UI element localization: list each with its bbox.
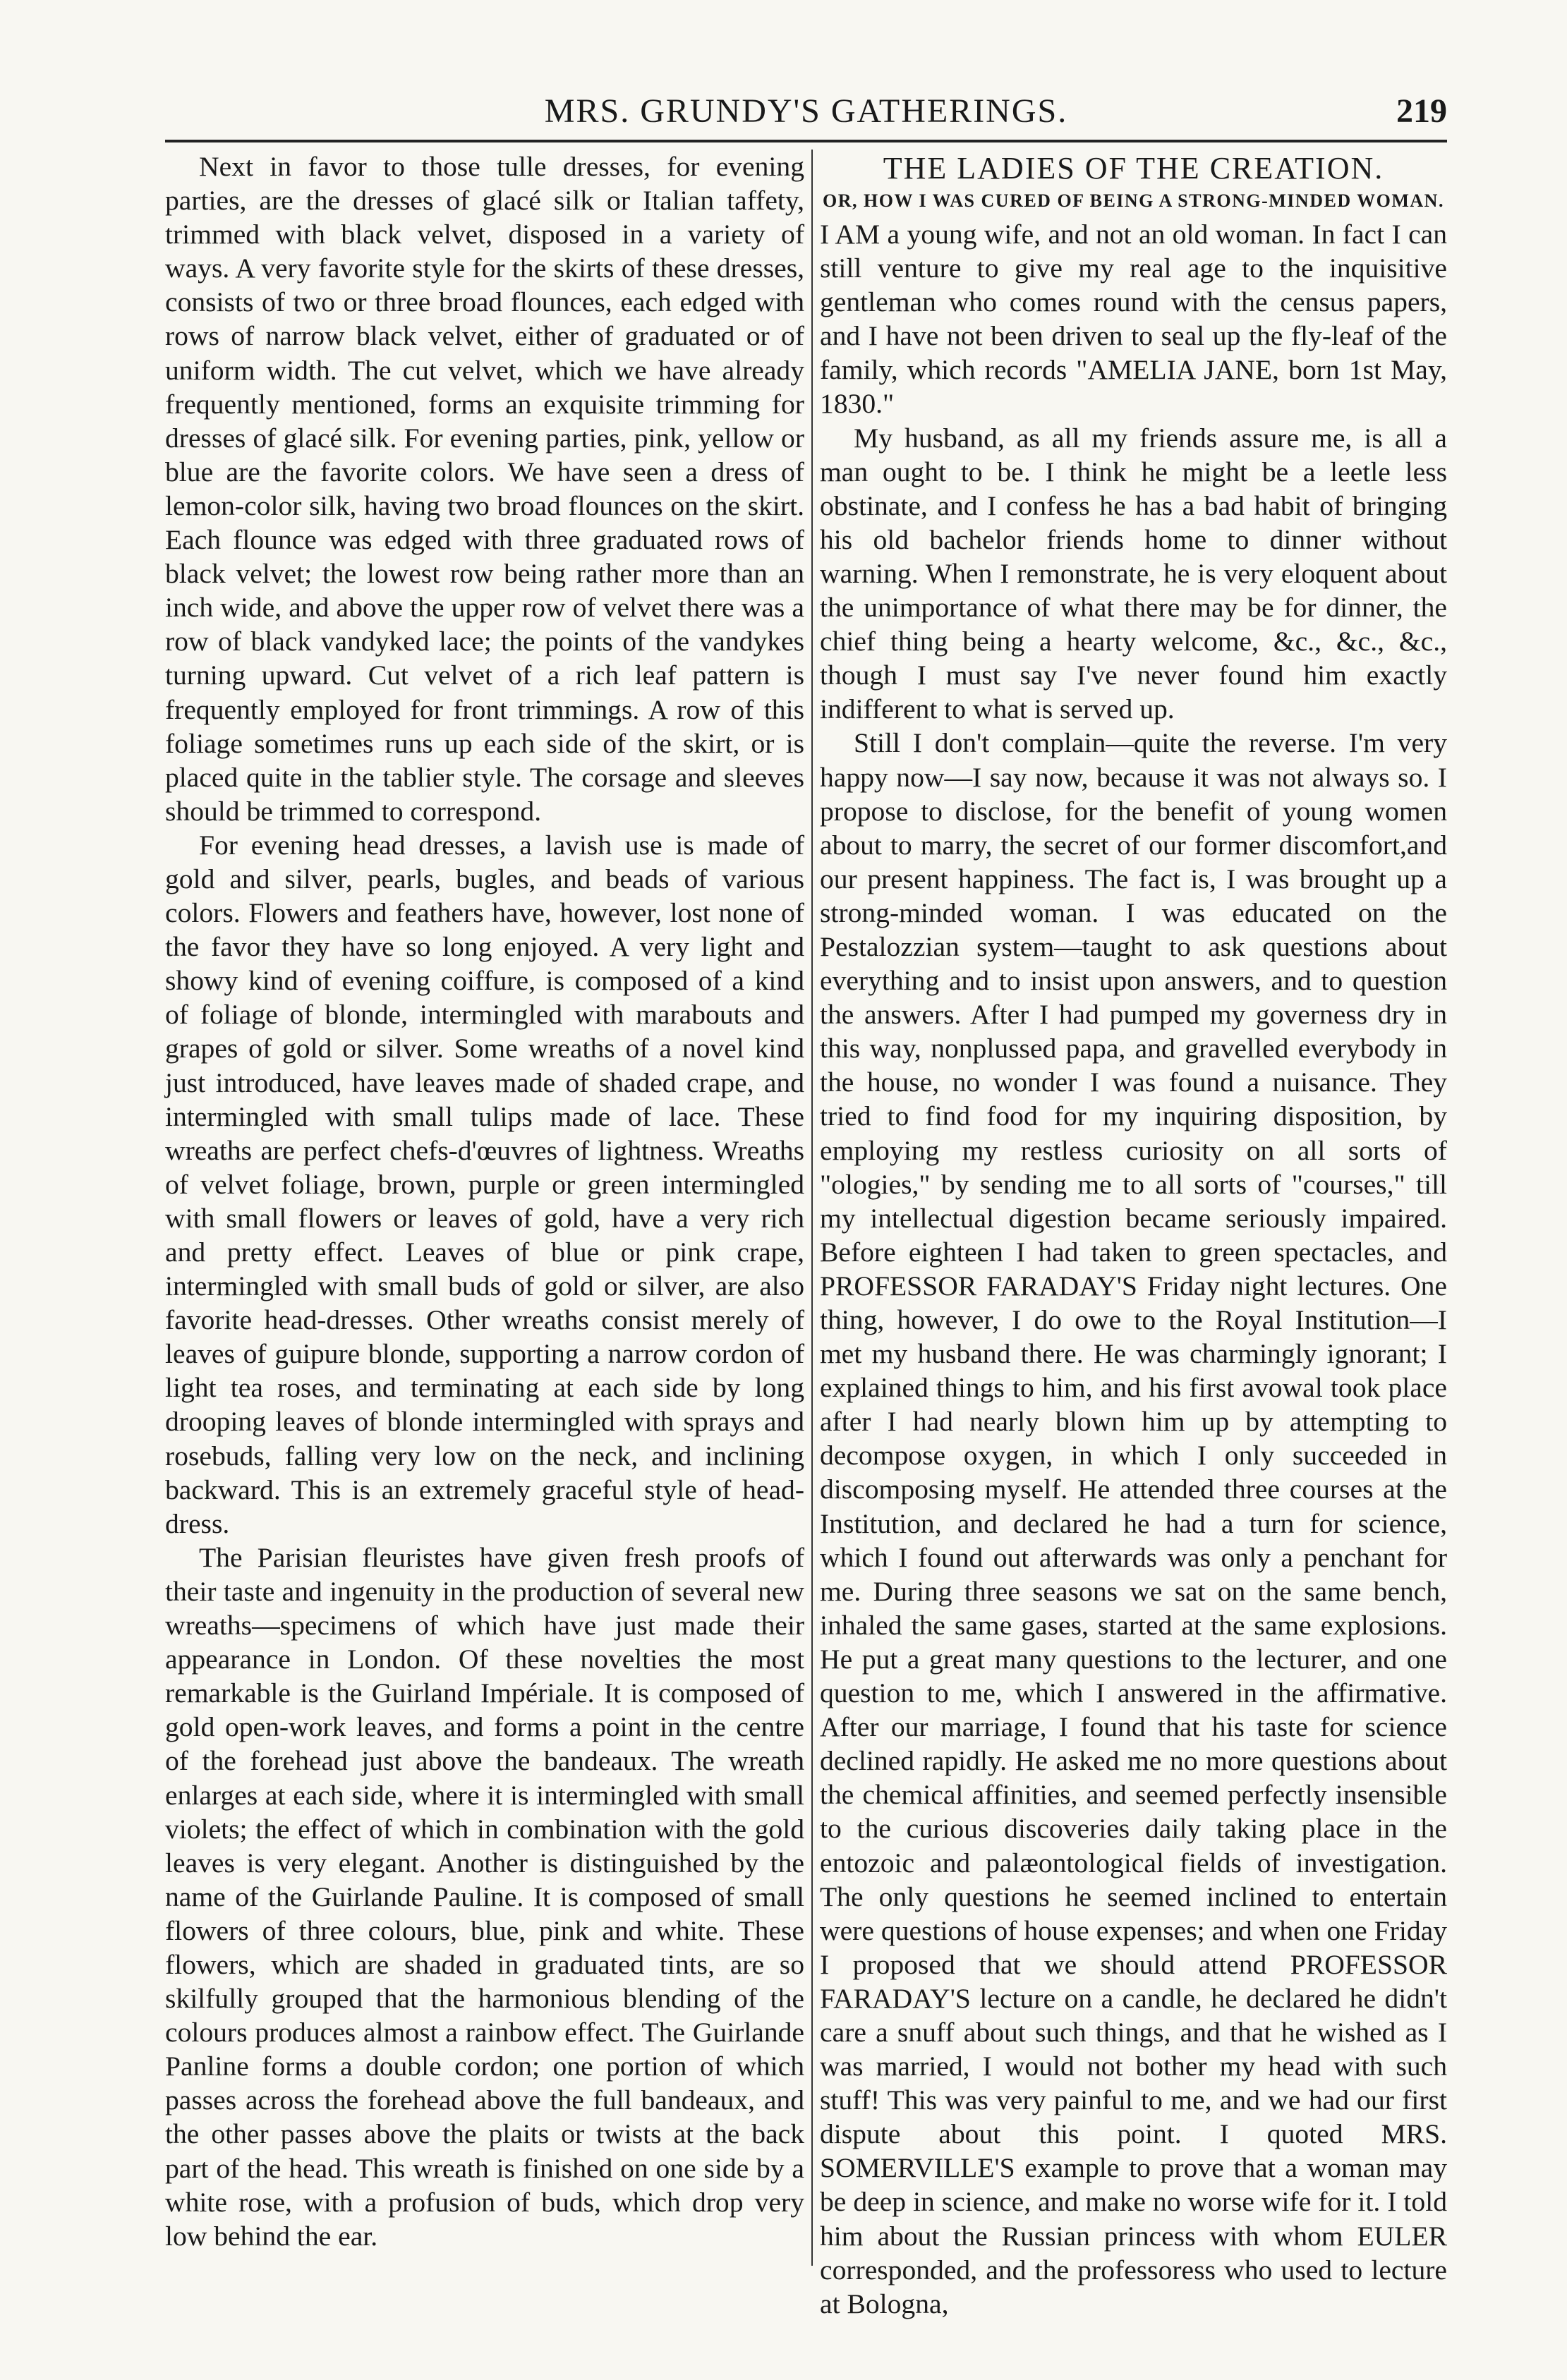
right-column bbox=[820, 150, 1447, 2321]
article-subtitle: OR, HOW I WAS CURED OF BEING A STRONG-MINDED WOMAN. bbox=[823, 190, 1444, 211]
page-number: 219 bbox=[1396, 92, 1447, 130]
header-rule bbox=[165, 140, 1447, 142]
paragraph-parisian-wreaths: The Parisian fleuristes have given fresh proofs of their taste and ingenuity in the production of several new wreaths—specimens of which have just made their appearance in London. Of these novelties the most remarkable is the Guirland Impériale. It is composed of gold open-work leaves, and forms a point in the centre of the forehead just above the bandeaux. The wreath enlarges at each side, where it is intermingled with small violets; the effect of which in combination with the gold leaves is very elegant. Another is distinguished by the name of the Guirlande Pauline. It is composed of small flowers of three colours, blue, pink and white. These flowers, which are shaded in graduated tints, are so skilfully grouped that the harmonious blending of the colours produces almost a rainbow effect. The Guirlande Panline forms a double cordon; one portion of which passes across the forehead above the full bandeaux, and the other passes above the plaits or twists at the back part of the head. This wreath is finished on one side by a white rose, with a profusion of buds, which drop very low behind the ear. bbox=[165, 1541, 804, 2252]
running-head bbox=[165, 83, 1447, 140]
left-column bbox=[165, 150, 804, 2253]
paragraph-husband: My husband, as all my friends assure me, is all a man ought to be. I think he might be a leetle less obstinate, and I confess he has a bad habit of bringing his old bachelor friends home to dinner without warning. When I remonstrate, he is very eloquent about the unimportance of what there may be for dinner, the chief thing being a hearty welcome, &c., &c., &c., though I must say I've never found him exactly indifferent to what is served up. bbox=[820, 422, 1447, 725]
article-title: THE LADIES OF THE CREATION. bbox=[883, 151, 1384, 186]
running-title: MRS. GRUNDY'S GATHERINGS. bbox=[544, 92, 1068, 130]
paragraph-young-wife: I AM a young wife, and not an old woman. In fact I can still venture to give my real age to the inquisitive gentleman who comes round with the census papers, and I have not been driven to seal up the fly-leaf of the family, which records "AMELIA JANE, born 1st May, 1830." bbox=[820, 219, 1447, 420]
paragraph-head-dresses: For evening head dresses, a lavish use is made of gold and silver, pearls, bugles, and beads of various colors. Flowers and feathers have, however, lost none of the favor they have so long enjoyed. A very light and showy kind of evening coiffure, is composed of a kind of foliage of blonde, intermingled with marabouts and grapes of gold or silver. Some wreaths of a novel kind just introduced, have leaves made of shaded crape, and intermingled with small tulips made of lace. These wreaths are perfect chefs-d'œuvres of lightness. Wreaths of velvet foliage, brown, purple or green intermingled with small flowers or leaves of gold, have a very rich and pretty effect. Leaves of blue or pink crape, intermingled with small buds of gold or silver, are also favorite head-dresses. Other wreaths consist merely of leaves of guipure blonde, supporting a narrow cordon of light tea roses, and terminating at each side by long drooping leaves of blonde intermingled with sprays and rosebuds, falling very low on the neck, and inclining backward. This is an extremely graceful style of head-dress. bbox=[165, 829, 804, 1539]
paragraph-evening-dresses: Next in favor to those tulle dresses, for evening parties, are the dresses of glacé silk or Italian taffety, trimmed with black velvet, disposed in a variety of ways. A very favorite style for the skirts of these dresses, consists of two or three broad flounces, each edged with rows of narrow black velvet, either of graduated or of uniform width. The cut velvet, which we have already frequently mentioned, forms an exquisite trimming for dresses of glacé silk. For evening parties, pink, yellow or blue are the favorite colors. We have seen a dress of lemon-color silk, having two broad flounces on the skirt. Each flounce was edged with three graduated rows of black velvet; the lowest row being rather more than an inch wide, and above the upper row of velvet there was a row of black vandyked lace; the points of the vandykes turning upward. Cut velvet of a rich leaf pattern is frequently employed for front trimmings. A row of this foliage sometimes runs up each side of the skirt, or is placed quite in the tablier style. The corsage and sleeves should be trimmed to correspond. bbox=[165, 151, 804, 827]
column-divider bbox=[811, 150, 813, 2266]
paragraph-strong-minded: Still I don't complain—quite the reverse. I'm very happy now—I say now, because it was not always so. I propose to disclose, for the benefit of young women about to marry, the secret of our former discomfort,and our present happiness. The fact is, I was brought up a strong-minded woman. I was educated on the Pestalozzian system—taught to ask questions about everything and to insist upon answers, and to question the answers. After I had pumped my governess dry in this way, nonplussed papa, and gravelled everybody in the house, no wonder I was found a nuisance. They tried to find food for my inquiring disposition, by employing my restless curiosity on all sorts of "ologies," by sending me to all sorts of "courses," till my intellectual digestion became seriously impaired. Before eighteen I had taken to green spectacles, and PROFESSOR FARADAY'S Friday night lectures. One thing, however, I do owe to the Royal Institution—I met my husband there. He was charmingly ignorant; I explained things to him, and his first avowal took place after I had nearly blown him up by attempting to decompose oxygen, in which I only succeeded in discomposing myself. He attended three courses at the Institution, and declared he had a turn for science, which I found out afterwards was only a penchant for me. During three seasons we sat on the same bench, inhaled the same gases, started at the same explosions. He put a great many questions to the lecturer, and one question to me, which I answered in the affirmative. After our marriage, I found that his taste for science declined rapidly. He asked me no more questions about the chemical affinities, and seemed perfectly insensible to the curious discoveries daily taking place in the entozoic and palæontological fields of investigation. The only questions he seemed inclined to entertain were questions of house expenses; and when one Friday I proposed that we should attend PROFESSOR FARADAY'S lecture on a candle, he declared he didn't care a snuff about such things, and that he wished as I was married, I would not bother my head with such stuff! This was very painful to me, and we had our first dispute about this point. I quoted MRS. SOMERVILLE'S example to prove that a woman may be deep in science, and make no worse wife for it. I told him about the Russian princess with whom EULER corresponded, and the professoress who used to lecture at Bologna, bbox=[820, 727, 1447, 2319]
